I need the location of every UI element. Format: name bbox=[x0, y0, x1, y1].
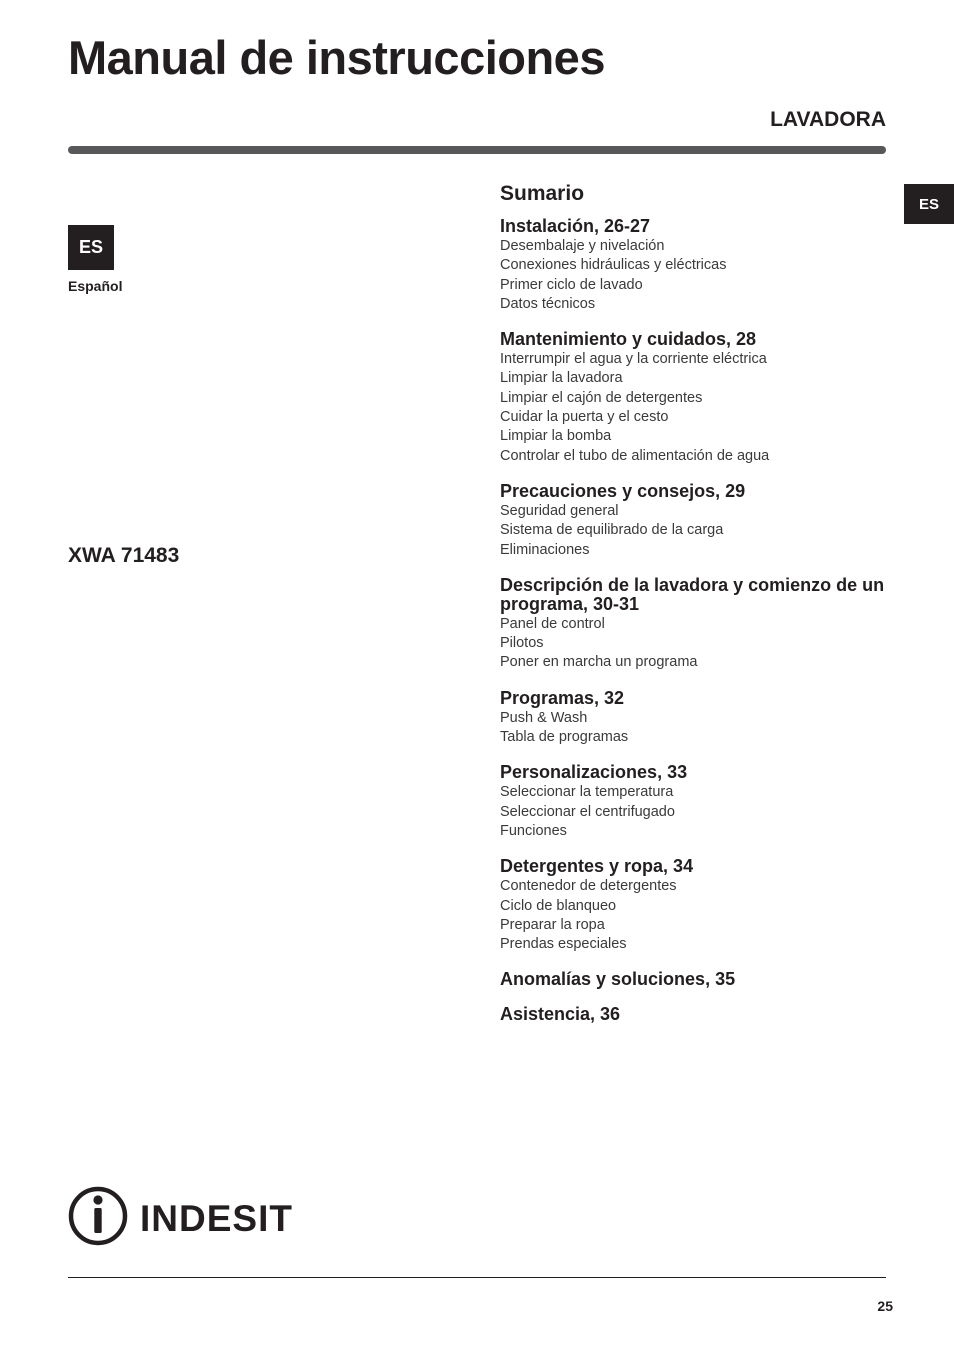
toc-item: Primer ciclo de lavado bbox=[500, 276, 643, 293]
model-number: XWA 71483 bbox=[68, 544, 180, 567]
toc-section-title: Anomalías y soluciones, 35 bbox=[500, 969, 736, 990]
toc-section bbox=[500, 857, 890, 954]
toc-section bbox=[500, 1005, 890, 1024]
language-name: Español bbox=[68, 278, 123, 294]
toc-section bbox=[500, 330, 890, 466]
toc-section-title: Instalación, 26-27 bbox=[500, 216, 651, 236]
toc-section-title: Detergentes y ropa, 34 bbox=[500, 856, 694, 877]
toc-item: Eliminaciones bbox=[500, 541, 590, 558]
toc-item: Seleccionar la temperatura bbox=[500, 784, 674, 801]
brand-wordmark: INDESIT bbox=[140, 1198, 293, 1239]
toc-item: Panel de control bbox=[500, 615, 605, 632]
toc-item-list bbox=[500, 709, 890, 748]
footer-rule bbox=[68, 1277, 886, 1278]
toc-item: Desembalaje y nivelación bbox=[500, 238, 665, 254]
toc-item: Preparar la ropa bbox=[500, 916, 605, 933]
toc-item: Ciclo de blanqueo bbox=[500, 897, 617, 914]
toc-item-list bbox=[500, 237, 890, 314]
indesit-logo bbox=[68, 1185, 308, 1247]
toc-item: Conexiones hidráulicas y eléctricas bbox=[500, 257, 727, 274]
toc-item: Interrumpir el agua y la corriente eléctrica bbox=[500, 351, 767, 368]
toc-item: Cuidar la puerta y el cesto bbox=[500, 409, 669, 426]
toc-item: Limpiar el cajón de detergentes bbox=[500, 389, 703, 406]
toc-section-title: Mantenimiento y cuidados, 28 bbox=[500, 329, 757, 350]
toc-item: Prendas especiales bbox=[500, 936, 627, 953]
toc-section bbox=[500, 482, 890, 560]
language-tab: ES bbox=[904, 184, 954, 224]
page-title: Manual de instrucciones bbox=[68, 31, 605, 84]
toc-item: Pilotos bbox=[500, 635, 544, 652]
toc-section-title: Programas, 32 bbox=[500, 687, 625, 708]
toc-item: Limpiar la lavadora bbox=[500, 370, 623, 387]
toc-section bbox=[500, 970, 890, 989]
toc-section bbox=[500, 763, 890, 841]
toc-section-title: Personalizaciones, 33 bbox=[500, 762, 688, 783]
toc-item: Push & Wash bbox=[500, 709, 588, 726]
toc-item: Limpiar la bomba bbox=[500, 428, 612, 445]
toc-item-list bbox=[500, 783, 890, 841]
toc-item: Datos técnicos bbox=[500, 295, 596, 312]
toc-section-title: Descripción de la lavadora y comienzo de un programa, 30-31 bbox=[500, 574, 885, 614]
toc-section-title: Precauciones y consejos, 29 bbox=[500, 480, 746, 501]
toc-section bbox=[500, 217, 890, 314]
toc-section-title: Asistencia, 36 bbox=[500, 1004, 621, 1025]
toc-section bbox=[500, 576, 890, 673]
toc-item-list bbox=[500, 502, 890, 560]
table-of-contents bbox=[500, 180, 890, 1024]
toc-item: Sistema de equilibrado de la carga bbox=[500, 522, 724, 539]
toc-item: Funciones bbox=[500, 822, 567, 839]
toc-item: Seguridad general bbox=[500, 502, 619, 519]
toc-item-list bbox=[500, 350, 890, 466]
toc-heading: Sumario bbox=[500, 182, 585, 205]
toc-item: Seleccionar el centrifugado bbox=[500, 803, 675, 820]
toc-item-list bbox=[500, 615, 890, 673]
toc-item: Contenedor de detergentes bbox=[500, 878, 677, 895]
toc-item-list bbox=[500, 877, 890, 954]
toc-sections bbox=[500, 217, 890, 1024]
page-number: 25 bbox=[877, 1298, 893, 1314]
product-type: LAVADORA bbox=[770, 108, 886, 131]
language-badge: ES bbox=[68, 225, 114, 270]
indesit-logo-icon bbox=[71, 1189, 125, 1243]
header-rule bbox=[68, 146, 886, 154]
toc-item: Tabla de programas bbox=[500, 729, 629, 746]
toc-section bbox=[500, 689, 890, 748]
toc-item: Controlar el tubo de alimentación de agua bbox=[500, 447, 770, 464]
toc-item: Poner en marcha un programa bbox=[500, 654, 698, 671]
